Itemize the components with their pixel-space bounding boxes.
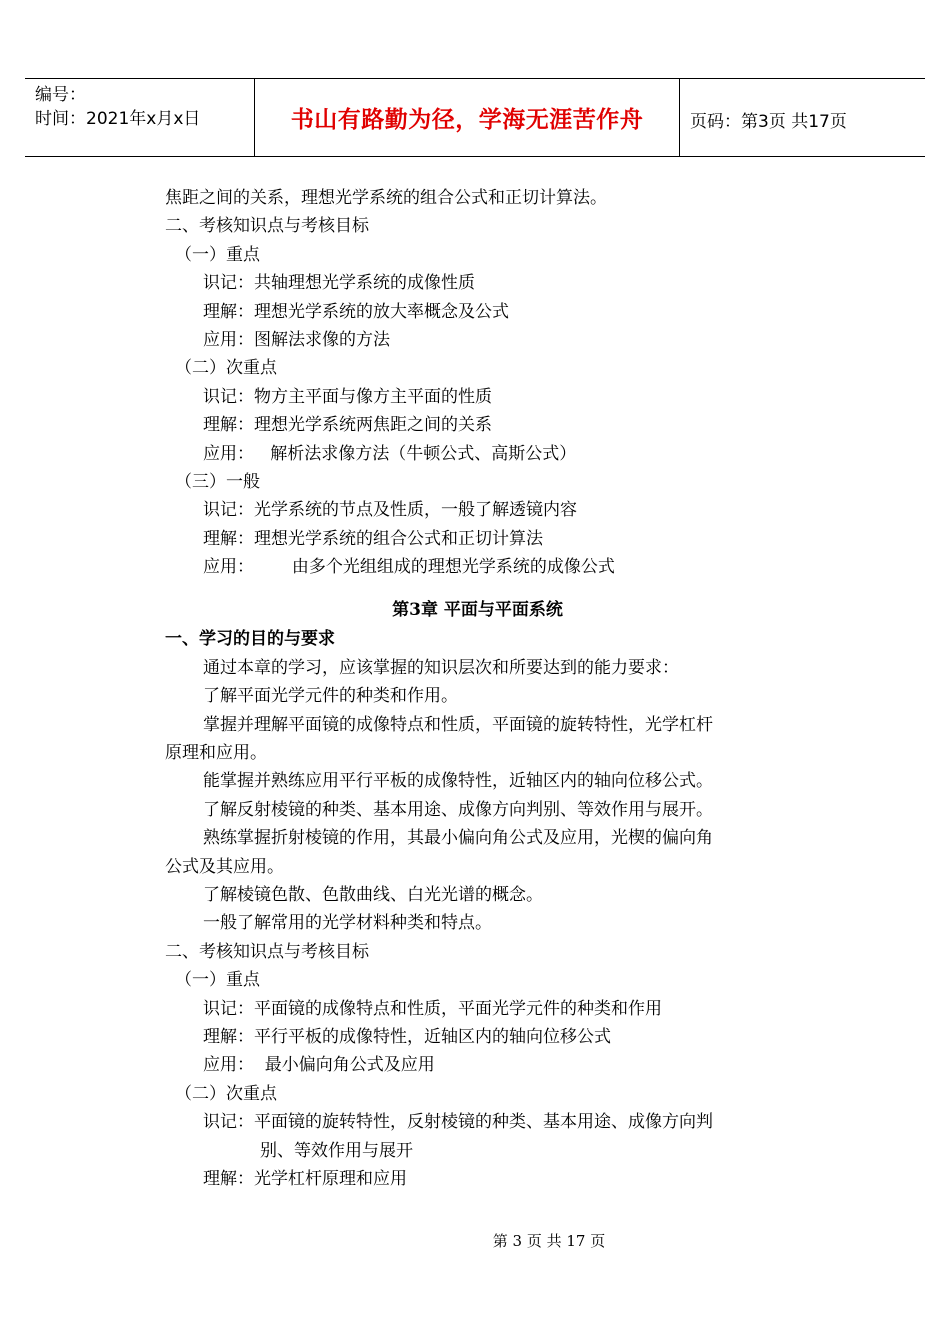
text-line: 焦距之间的关系，理想光学系统的组合公式和正切计算法。 [165, 188, 607, 208]
text-line: 理解：理想光学系统的放大率概念及公式 [203, 301, 509, 322]
paragraph-line: 公式及其应用。 [165, 856, 284, 877]
paragraph-line: 掌握并理解平面镜的成像特点和性质，平面镜的旋转特性，光学杠杆 [203, 714, 713, 735]
text-line: 识记：平面镜的成像特点和性质，平面光学元件的种类和作用 [203, 998, 662, 1019]
subsection-heading: （一）重点 [175, 970, 260, 991]
header-meta [25, 79, 254, 156]
text-line: 识记：光学系统的节点及性质，一般了解透镜内容 [203, 500, 577, 521]
time-label: 时间：2021年x月x日 [35, 109, 201, 129]
subsection-heading: （二）次重点 [175, 1083, 277, 1104]
paragraph-line: 了解棱镜色散、色散曲线、白光光谱的概念。 [203, 884, 543, 905]
page-footer: 第 3 页 共 17 页 [492, 1232, 606, 1250]
text-line: 别、等效作用与展开 [260, 1140, 413, 1161]
paragraph-line: 能掌握并熟练应用平行平板的成像特性，近轴区内的轴向位移公式。 [203, 771, 713, 792]
text-line: 理解：理想光学系统的组合公式和正切计算法 [203, 528, 543, 549]
paragraph-line: 了解平面光学元件的种类和作用。 [203, 686, 458, 707]
document-body [165, 184, 790, 1193]
paragraph-line: 了解反射棱镜的种类、基本用途、成像方向判别、等效作用与展开。 [203, 799, 713, 820]
header-page-info: 页码：第3页 共17页 [690, 112, 847, 132]
text-line: 应用： 解析法求像方法（牛顿公式、高斯公式） [203, 443, 577, 464]
text-line: 识记：物方主平面与像方主平面的性质 [203, 386, 492, 407]
paragraph-line: 一般了解常用的光学材料种类和特点。 [203, 913, 492, 934]
page-header [25, 78, 925, 157]
text-line: 理解：理想光学系统两焦距之间的关系 [203, 415, 492, 436]
section-heading: 二、考核知识点与考核目标 [165, 216, 369, 237]
header-motto: 书山有路勤为径，学海无涯苦作舟 [254, 79, 680, 156]
text-line: 识记：共轴理想光学系统的成像性质 [203, 273, 475, 294]
text-line: 应用： 最小偏向角公式及应用 [203, 1055, 435, 1076]
text-line: 理解：光学杠杆原理和应用 [203, 1168, 407, 1189]
text-line: 理解：平行平板的成像特性，近轴区内的轴向位移公式 [203, 1026, 611, 1047]
paragraph-line: 熟练掌握折射棱镜的作用，其最小偏向角公式及应用，光楔的偏向角 [203, 828, 713, 849]
text-line: 应用： 由多个光组组成的理想光学系统的成像公式 [203, 557, 615, 578]
text-line: 应用：图解法求像的方法 [203, 329, 390, 350]
subsection-heading: （二）次重点 [175, 358, 277, 379]
paragraph-line: 原理和应用。 [165, 743, 267, 764]
subsection-heading: （三）一般 [175, 471, 260, 492]
section-heading: 一、学习的目的与要求 [165, 629, 335, 650]
text-line: 识记：平面镜的旋转特性，反射棱镜的种类、基本用途、成像方向判 [203, 1112, 713, 1133]
paragraph-line: 通过本章的学习，应该掌握的知识层次和所要达到的能力要求： [203, 657, 679, 678]
chapter-title: 第3章 平面与平面系统 [392, 600, 563, 621]
section-heading: 二、考核知识点与考核目标 [165, 941, 369, 962]
number-label: 编号： [35, 85, 86, 105]
subsection-heading: （一）重点 [175, 244, 260, 265]
